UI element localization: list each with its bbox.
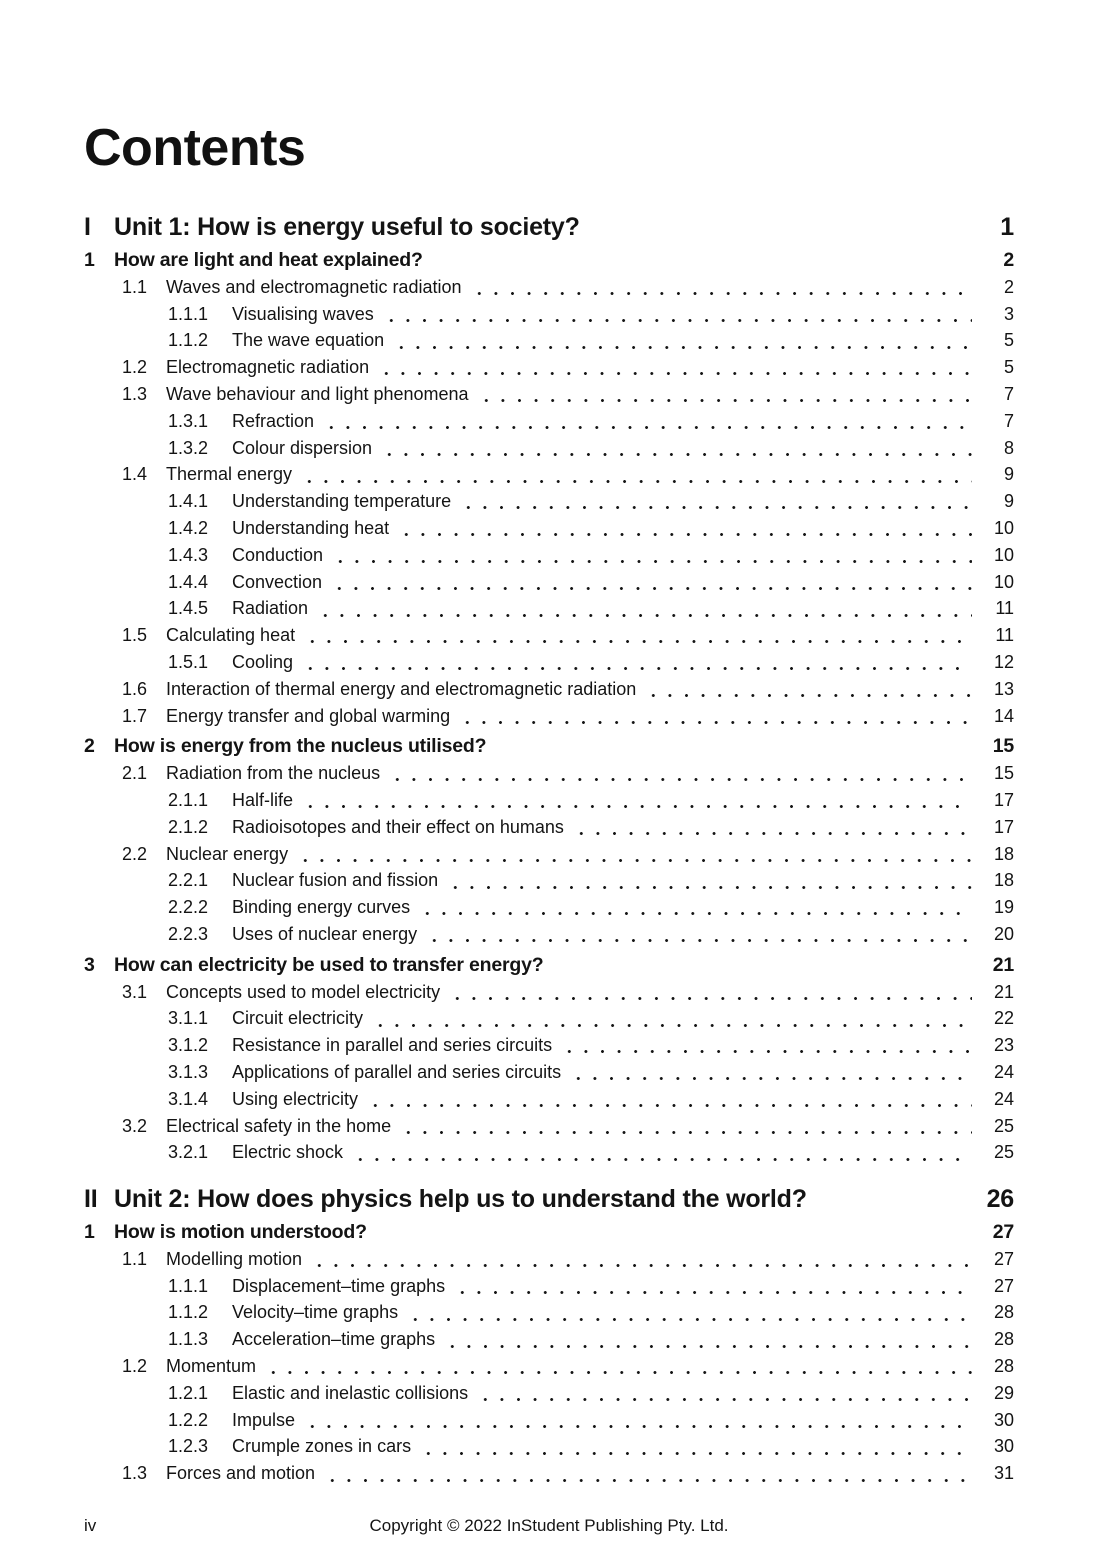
entry-number: 1.4.3 [168,544,209,565]
entry-page-number: 9 [1003,464,1014,485]
entry-title: Circuit electricity [232,1008,364,1029]
entry-title: Resistance in parallel and series circuits [232,1035,553,1056]
entry-title: Half-life [232,789,294,810]
toc-entry-section [84,841,1014,868]
entry-title: Impulse [232,1409,296,1430]
entry-number: 2.1.2 [168,816,209,837]
entry-page-number: 27 [993,1275,1014,1296]
entry-title: Electrical safety in the home [166,1115,392,1136]
entry-page-number: 31 [993,1463,1014,1484]
entry-page-number: 15 [993,763,1014,784]
entry-page-number: 21 [993,981,1014,1002]
toc-entry-subsection [84,787,1014,814]
entry-page-number: 18 [993,843,1014,864]
entry-number: 1.4.5 [168,598,209,619]
toc-entry-subsection [84,894,1014,921]
entry-title: Understanding heat [232,517,390,538]
entry-title: Velocity–time graphs [232,1302,399,1323]
dot-leader [383,319,972,322]
entry-page-number: 7 [1003,383,1014,404]
entry-title: Modelling motion [166,1248,303,1269]
dot-leader [389,778,972,781]
entry-title: Crumple zones in cars [232,1436,412,1457]
dot-leader [304,1425,972,1428]
entry-title: Applications of parallel and series circuits [232,1061,562,1082]
toc-entry-subsection [84,488,1014,515]
toc-entry-section [84,622,1014,649]
footer-copyright: Copyright © 2022 InStudent Publishing Pty. Ltd. [369,1516,729,1535]
toc-entry-chapter [84,733,1014,760]
entry-page-number: 28 [993,1356,1014,1377]
entry-number: 2.2.2 [168,897,209,918]
entry-title: Interaction of thermal energy and electromagnetic radiation [166,678,637,699]
entry-number: 3.1.4 [168,1088,209,1109]
entry-number: 1.3 [122,1463,148,1484]
dot-leader [589,235,972,238]
entry-number: 2.2 [122,843,148,864]
entry-title: Elastic and inelastic collisions [232,1382,469,1403]
entry-number: 2.2.3 [168,923,209,944]
entry-number: 1.4.1 [168,491,209,512]
entry-number: 1.3.1 [168,410,209,431]
toc-entry-subsection [84,1407,1014,1434]
entry-page-number: 21 [992,953,1014,976]
entry-number: 1 [84,1221,95,1244]
toc-entry-part [84,212,1014,243]
toc-entry-subsection [84,1005,1014,1032]
entry-number: 1.2 [122,1356,148,1377]
toc-entry-subsection [84,649,1014,676]
toc-entry-section [84,760,1014,787]
toc-entry-subsection [84,595,1014,622]
dot-leader [265,1371,972,1374]
entry-title: Binding energy curves [232,897,411,918]
entry-page-number: 28 [993,1302,1014,1323]
entry-title: Waves and electromagnetic radiation [166,276,462,297]
toc-entry-subsection [84,1299,1014,1326]
entry-page-number: 7 [1003,410,1014,431]
entry-page-number: 11 [995,598,1014,619]
toc-entry-section [84,1113,1014,1140]
entry-page-number: 3 [1003,303,1014,324]
entry-number: 2.1 [122,763,148,784]
entry-number: 3.1.2 [168,1035,209,1056]
dot-leader [332,560,972,563]
toc-entry-section [84,461,1014,488]
entry-number: I [84,213,91,241]
entry-number: 1.2.2 [168,1409,209,1430]
entry-title: Radiation from the nucleus [166,763,381,784]
entry-page-number: 28 [993,1329,1014,1350]
entry-page-number: 8 [1003,437,1014,458]
entry-page-number: 22 [993,1008,1014,1029]
entry-page-number: 10 [993,517,1014,538]
entry-number: 1.1.1 [168,303,209,324]
toc-entry-subsection [84,1326,1014,1353]
entry-title: Convection [232,571,323,592]
dot-leader [459,721,972,724]
entry-page-number: 24 [993,1088,1014,1109]
entry-title: Radioisotopes and their effect on humans [232,816,564,837]
entry-number: 3.1.3 [168,1061,209,1082]
dot-leader [407,1318,972,1321]
entry-title: Colour dispersion [232,437,373,458]
entry-number: 1.3.2 [168,437,209,458]
dot-leader [816,1207,972,1210]
entry-number: 1.7 [122,705,148,726]
toc-entry-subsection [84,1433,1014,1460]
toc-entry-section [84,354,1014,381]
entry-title: Nuclear fusion and fission [232,870,439,891]
entry-page-number: 19 [993,897,1014,918]
toc-entry-subsection [84,435,1014,462]
entry-page-number: 13 [993,678,1014,699]
entry-page-number: 26 [986,1185,1014,1214]
entry-page-number: 17 [993,789,1014,810]
dot-leader [323,426,972,429]
toc-entry-section [84,676,1014,703]
dot-leader [573,832,972,835]
entry-title: Wave behaviour and light phenomena [166,383,469,404]
toc-entry-section [84,979,1014,1006]
entry-number: 1.1 [122,1248,148,1269]
entry-page-number: 5 [1003,357,1014,378]
entry-title: Calculating heat [166,625,296,646]
dot-leader [561,1050,972,1053]
entry-page-number: 23 [993,1035,1014,1056]
toc-entry-subsection [84,1086,1014,1113]
entry-title: Unit 1: How is energy useful to society? [114,213,580,241]
toc-entry-subsection [84,1032,1014,1059]
dot-leader [297,859,972,862]
toc-entry-subsection [84,569,1014,596]
entry-page-number: 30 [993,1436,1014,1457]
entry-number: 1.4 [122,464,148,485]
entry-number: 1.1.2 [168,1302,209,1323]
entry-number: 2.1.1 [168,789,209,810]
entry-number: 1.5 [122,625,148,646]
entry-page-number: 5 [1003,330,1014,351]
entry-title: Understanding temperature [232,491,452,512]
entry-title: Displacement–time graphs [232,1275,446,1296]
page-title: Contents [84,119,306,177]
toc-entry-section [84,1353,1014,1380]
entry-title: Uses of nuclear energy [232,923,418,944]
toc-entry-subsection [84,921,1014,948]
dot-leader [331,587,972,590]
entry-number: 2 [84,735,95,758]
entry-page-number: 20 [993,923,1014,944]
entry-title: Radiation [232,598,309,619]
dot-leader [317,614,972,617]
dot-leader [471,292,973,295]
entry-number: II [84,1185,98,1214]
dot-leader [393,346,972,349]
toc-entry-part [84,1184,1014,1215]
toc-entry-subsection [84,515,1014,542]
dot-leader [420,1452,972,1455]
entry-title: Cooling [232,651,294,672]
entry-title: Electromagnetic radiation [166,357,370,378]
entry-number: 1.2.1 [168,1382,209,1403]
entry-title: Momentum [166,1356,257,1377]
toc-entry-section [84,274,1014,301]
entry-title: Visualising waves [232,303,374,324]
toc-entry-section [84,1460,1014,1487]
dot-leader [444,1345,972,1348]
entry-page-number: 15 [992,735,1014,758]
entry-page-number: 9 [1003,491,1014,512]
toc-entry-subsection [84,542,1014,569]
toc-entry-chapter [84,247,1014,274]
entry-title: Acceleration–time graphs [232,1329,436,1350]
dot-leader [419,912,972,915]
entry-number: 1.1 [122,276,148,297]
toc-list [84,212,1014,1487]
dot-leader [311,1264,972,1267]
entry-title: How is motion understood? [114,1221,367,1244]
entry-number: 1.4.2 [168,517,209,538]
entry-title: Thermal energy [166,464,293,485]
entry-title: Forces and motion [166,1463,316,1484]
entry-number: 1.3 [122,383,148,404]
entry-title: The wave equation [232,330,385,351]
dot-leader [398,533,972,536]
toc-entry-subsection [84,867,1014,894]
toc-entry-section [84,381,1014,408]
dot-leader [432,265,972,268]
entry-page-number: 18 [993,870,1014,891]
entry-page-number: 27 [993,1248,1014,1269]
entry-page-number: 29 [993,1382,1014,1403]
entry-number: 1.1.1 [168,1275,209,1296]
dot-leader [460,506,972,509]
dot-leader [352,1158,972,1161]
entry-number: 1.1.2 [168,330,209,351]
entry-title: Conduction [232,544,324,565]
toc-entry-section [84,1246,1014,1273]
entry-page-number: 10 [993,544,1014,565]
toc-entry-subsection [84,1273,1014,1300]
entry-title: Unit 2: How does physics help us to understand the world? [114,1185,807,1214]
dot-leader [552,970,972,973]
entry-title: How are light and heat explained? [114,249,423,271]
footer-page-number: iv [84,1516,97,1535]
entry-title: Concepts used to model electricity [166,981,441,1002]
dot-leader [400,1131,972,1134]
dot-leader [381,453,972,456]
entry-number: 1.1.3 [168,1329,209,1350]
entry-number: 1.6 [122,678,148,699]
entry-number: 1.2 [122,357,148,378]
dot-leader [367,1104,972,1107]
toc-entry-chapter [84,1219,1014,1246]
entry-number: 3 [84,953,95,976]
dot-leader [302,667,972,670]
toc-entry-subsection [84,814,1014,841]
entry-number: 3.2 [122,1115,148,1136]
dot-leader [478,399,972,402]
dot-leader [378,372,972,375]
entry-page-number: 2 [1003,276,1014,297]
dot-leader [324,1479,972,1482]
entry-number: 3.1.1 [168,1008,209,1029]
entry-number: 1 [84,249,95,271]
dot-leader [449,997,972,1000]
entry-number: 1.5.1 [168,651,209,672]
entry-title: Energy transfer and global warming [166,705,451,726]
dot-leader [645,694,972,697]
entry-page-number: 25 [993,1115,1014,1136]
dot-leader [376,1237,972,1240]
entry-number: 1.2.3 [168,1436,209,1457]
entry-number: 3.2.1 [168,1142,209,1163]
dot-leader [304,640,972,643]
entry-page-number: 25 [993,1142,1014,1163]
entry-page-number: 10 [993,571,1014,592]
entry-title: How is energy from the nucleus utilised? [114,735,487,758]
entry-page-number: 27 [992,1221,1014,1244]
toc-entry-subsection [84,1380,1014,1407]
dot-leader [301,480,972,483]
toc-entry-subsection [84,327,1014,354]
toc-entry-section [84,703,1014,730]
entry-page-number: 12 [993,651,1014,672]
entry-title: Using electricity [232,1088,359,1109]
dot-leader [426,939,972,942]
page-footer [84,1516,1014,1542]
entry-number: 3.1 [122,981,148,1002]
dot-leader [372,1024,972,1027]
entry-title: Refraction [232,410,315,431]
entry-title: Electric shock [232,1142,344,1163]
toc-entry-subsection [84,301,1014,328]
entry-title: How can electricity be used to transfer energy? [114,953,544,976]
dot-leader [477,1398,972,1401]
toc-entry-subsection [84,1059,1014,1086]
toc-entry-chapter [84,952,1014,979]
entry-page-number: 24 [993,1061,1014,1082]
toc-entry-subsection [84,1139,1014,1166]
dot-leader [302,805,972,808]
entry-page-number: 30 [993,1409,1014,1430]
entry-title: Nuclear energy [166,843,289,864]
dot-leader [454,1291,972,1294]
dot-leader [495,752,972,755]
toc-entry-subsection [84,408,1014,435]
entry-page-number: 2 [1003,249,1014,271]
entry-number: 2.2.1 [168,870,209,891]
entry-page-number: 14 [993,705,1014,726]
dot-leader [570,1077,972,1080]
dot-leader [447,886,972,889]
entry-page-number: 1 [1000,213,1014,241]
entry-page-number: 11 [995,625,1014,646]
entry-page-number: 17 [993,816,1014,837]
entry-number: 1.4.4 [168,571,209,592]
